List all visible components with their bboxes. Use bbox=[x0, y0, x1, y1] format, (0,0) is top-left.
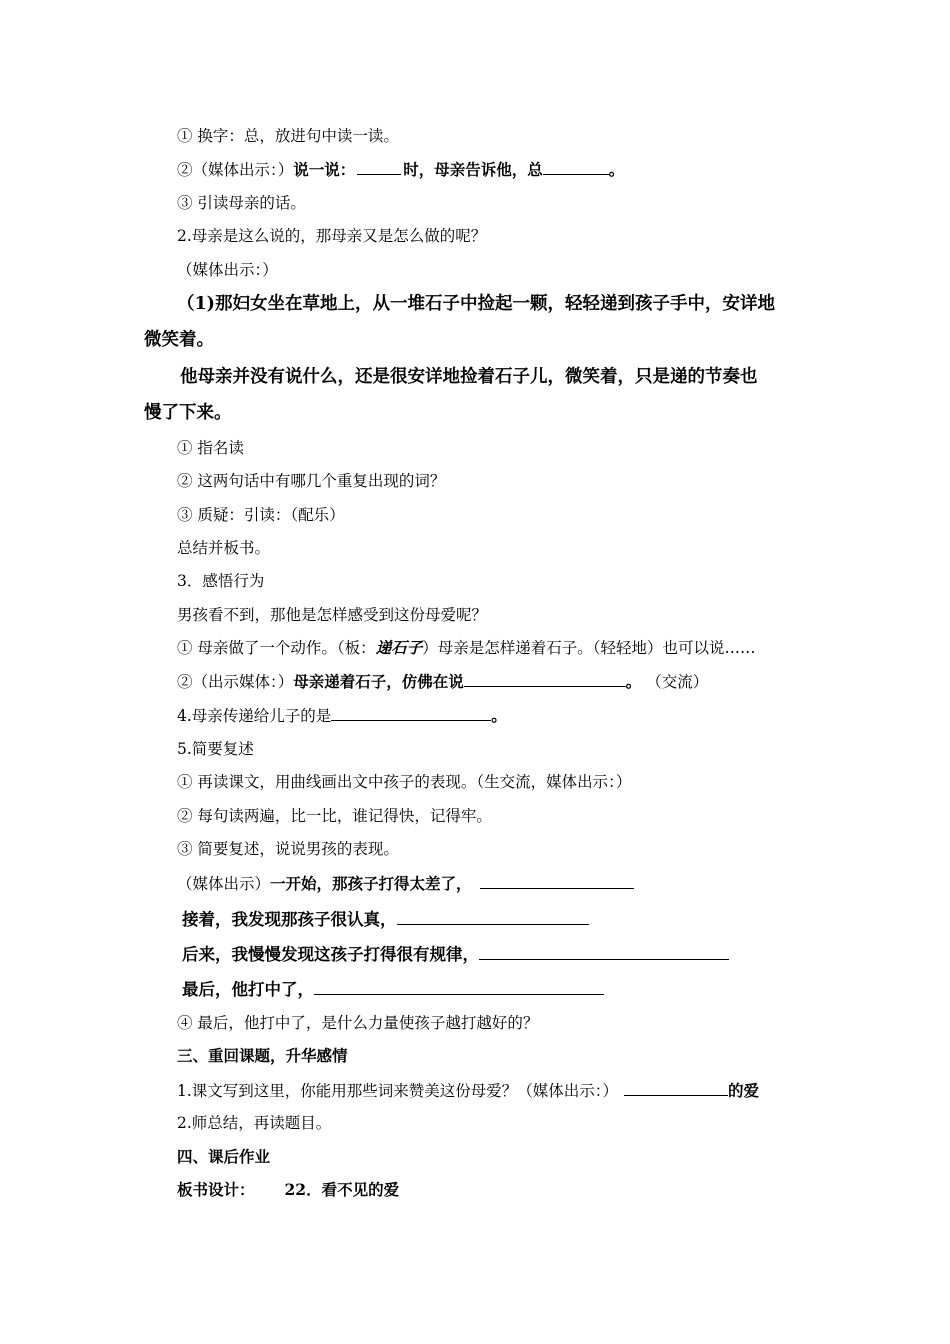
text: ① 母亲做了一个动作。（板： bbox=[177, 639, 376, 657]
board-design-line bbox=[177, 1179, 399, 1201]
quote-line bbox=[180, 364, 758, 390]
section-heading bbox=[177, 1146, 270, 1168]
text-line bbox=[177, 570, 264, 592]
quote-text: （1)那妇女坐在草地上，从一堆石子中捡起一颗，轻轻递到孩子手中，安详地 bbox=[177, 294, 775, 314]
heading-text: 板书设计： bbox=[177, 1180, 255, 1199]
bold-text: 母亲递着石子，仿佛在说 bbox=[293, 672, 464, 691]
fill-blank bbox=[480, 872, 634, 889]
text: 3．感悟行为 bbox=[177, 572, 265, 590]
board-title: 22．看不见的爱 bbox=[284, 1180, 400, 1199]
bold-text: 接着，我发现那孩子很认真， bbox=[182, 910, 397, 929]
text-line bbox=[177, 771, 631, 793]
text: 总结并板书。 bbox=[177, 539, 271, 557]
text: ③ 简要复述，说说男孩的表现。 bbox=[177, 840, 399, 858]
text: ① 换字：总，放进句中读一读。 bbox=[177, 127, 399, 145]
text: ② 每句读两遍，比一比，谁记得快，记得牢。 bbox=[177, 807, 492, 825]
text: 4.母亲传递给儿子的是 bbox=[177, 707, 332, 725]
text-line bbox=[182, 978, 604, 1001]
text-line bbox=[177, 1112, 331, 1134]
text-line bbox=[177, 504, 345, 526]
bold-text: 时，母亲告诉他，总 bbox=[403, 160, 543, 179]
text: 1.课文写到这里，你能用那些词来赞美这份母爱？（媒体出示：） bbox=[177, 1082, 619, 1100]
quote-line bbox=[144, 327, 214, 353]
text: ）母亲是怎样递着石子。（轻轻地）也可以说…… bbox=[422, 639, 756, 657]
fill-blank bbox=[357, 158, 401, 175]
fill-blank bbox=[543, 158, 609, 175]
text-line bbox=[177, 192, 306, 214]
text-line bbox=[182, 943, 729, 966]
text: 男孩看不到，那他是怎样感受到这份母爱呢？ bbox=[177, 606, 488, 624]
quote-line bbox=[177, 291, 775, 317]
text-line bbox=[177, 470, 445, 492]
text-line bbox=[177, 225, 486, 247]
text-line bbox=[182, 908, 589, 931]
quote-text: 他母亲并没有说什么，还是很安详地捡着石子儿，微笑着，只是递的节奏也 bbox=[180, 367, 758, 387]
text-line bbox=[177, 259, 278, 281]
text: ②（出示媒体：） bbox=[177, 673, 294, 691]
text-line bbox=[177, 158, 624, 181]
bold-text: 。 bbox=[625, 672, 642, 691]
bold-text: 最后，他打中了， bbox=[182, 980, 314, 999]
text-line bbox=[177, 872, 634, 895]
quote-text: 微笑着。 bbox=[144, 330, 214, 350]
bold-text: 说一说： bbox=[293, 160, 356, 179]
text: ① 指名读 bbox=[177, 439, 244, 457]
quote-line bbox=[144, 400, 232, 426]
fill-blank bbox=[331, 704, 491, 721]
fill-blank bbox=[314, 978, 604, 995]
fill-blank bbox=[397, 908, 589, 925]
text-line bbox=[177, 838, 399, 860]
text-line bbox=[177, 437, 244, 459]
text-line bbox=[177, 125, 399, 147]
heading-text: 三、重回课题，升华感情 bbox=[177, 1046, 348, 1065]
text: ④ 最后，他打中了，是什么力量使孩子越打越好的？ bbox=[177, 1014, 539, 1032]
text: ③ 质疑：引读：（配乐） bbox=[177, 506, 345, 524]
italic-text: 递石子 bbox=[375, 638, 423, 657]
text: （交流） bbox=[646, 673, 709, 691]
text-line bbox=[177, 604, 487, 626]
text-line bbox=[177, 1012, 538, 1034]
text: 5.简要复述 bbox=[177, 740, 254, 758]
text: 2.师总结，再读题目。 bbox=[177, 1114, 332, 1132]
text: ② 这两句话中有哪几个重复出现的词？ bbox=[177, 472, 446, 490]
bold-text: 一开始，那孩子打得太差了， bbox=[270, 874, 472, 893]
bold-text: 的爱 bbox=[728, 1081, 760, 1100]
quote-text: 慢了下来。 bbox=[144, 403, 232, 423]
text-line bbox=[177, 805, 492, 827]
text-line bbox=[177, 637, 755, 659]
text-line bbox=[177, 738, 254, 760]
text-line bbox=[177, 1079, 759, 1102]
fill-blank bbox=[624, 1079, 728, 1096]
bold-text: 后来，我慢慢发现这孩子打得很有规律， bbox=[182, 945, 479, 964]
text-line bbox=[177, 704, 507, 727]
bold-text: 。 bbox=[608, 160, 625, 179]
text-line bbox=[177, 537, 270, 559]
text: ① 再读课文，用曲线画出文中孩子的表现。（生交流，媒体出示：） bbox=[177, 773, 632, 791]
bold-text: 。 bbox=[491, 706, 507, 725]
section-heading bbox=[177, 1045, 348, 1067]
text: ③ 引读母亲的话。 bbox=[177, 194, 306, 212]
fill-blank bbox=[464, 670, 626, 687]
fill-blank bbox=[479, 943, 729, 960]
text: （媒体出示：） bbox=[177, 261, 278, 279]
text: ②（媒体出示：） bbox=[177, 161, 294, 179]
text-line bbox=[177, 670, 708, 693]
text: 2.母亲是这么说的，那母亲又是怎么做的呢？ bbox=[177, 227, 487, 245]
text: （媒体出示） bbox=[177, 875, 271, 893]
heading-text: 四、课后作业 bbox=[177, 1147, 271, 1166]
